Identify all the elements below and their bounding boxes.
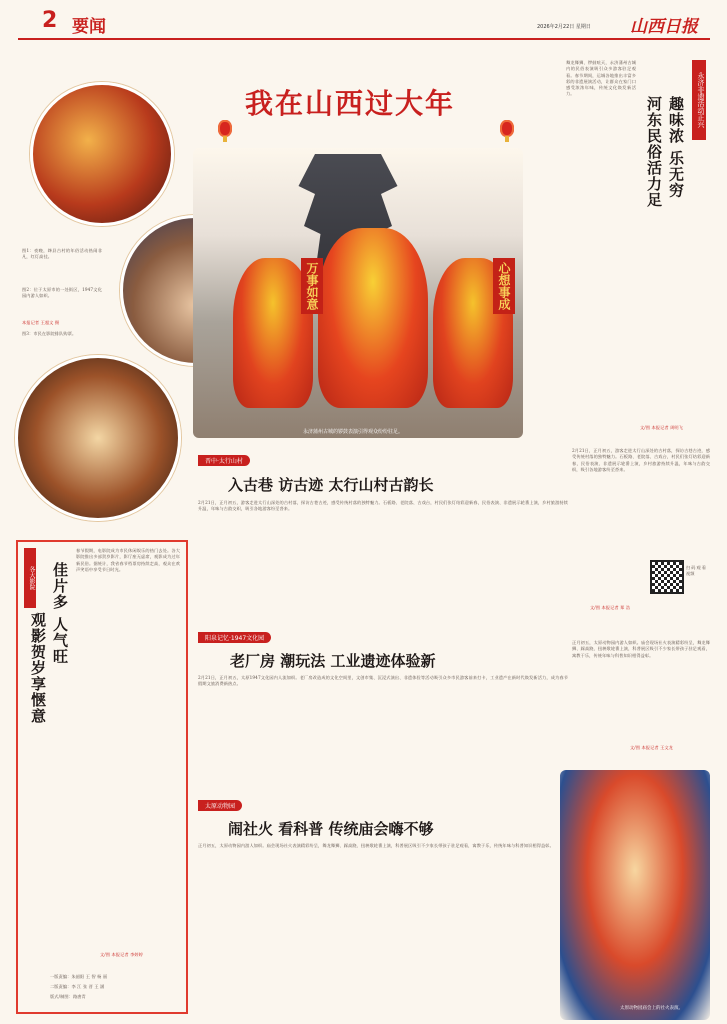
right-bottom-byline: 文/图 本报记者 王文龙 — [630, 745, 673, 750]
story1-body: 2月21日，正月初五，游客走进太行山深处的古村落，探访古巷古迹，感受传统村落的独特魅力。石板路、老院落、古戏台，村民们张灯结彩迎新春，民俗表演、非遗展示轮番上演，乡村旅游持续升温，年味与古韵交织，吸引各地游客纷至沓来。 — [198, 500, 568, 512]
story3-kicker: 太原动物园 — [198, 800, 242, 811]
caption-1: 图1：夜晚，绛县古村的年俗活动热闹非凡，红灯高挂。 — [22, 248, 102, 260]
caption-credit: 本报记者 王超文 摄 — [22, 320, 60, 325]
editor-line-1: 一版责编：朱韶阳 王 智 杨 丽 — [50, 974, 108, 979]
page-number: 2 — [42, 8, 58, 33]
bottom-photo-caption: 太原动物园庙会上的社火表演。 — [620, 1006, 683, 1011]
photo-cinema — [15, 355, 181, 521]
side-story-body: 春节假期，电影院成为市民休闲娱乐的热门去处。各大影院推出多部贺岁影片，影厅座无虚席，观影成为过年新民俗。据统计，我省春节档票房持续走高，观众在欢声笑语中享受节日时光。 — [76, 548, 180, 572]
mid-right-body: 2月21日，正月初五，游客走进太行山深处的古村落，探访古巷古迹，感受传统村落的独特魅力。石板路、老院落、古戏台，村民们张灯结彩迎新春，民俗表演、非遗展示轮番上演，乡村旅游持续升温，年味与古韵交织，吸引各地游客纷至沓来。 — [572, 448, 710, 472]
qr-code-icon — [650, 560, 684, 594]
right-story-byline: 文/图 本报记者 周明飞 — [640, 425, 683, 430]
right-headline-2: 河东民俗活力足 — [645, 96, 663, 208]
right-kicker — [692, 60, 706, 140]
section-title: 要闻 — [72, 17, 106, 37]
header-rule — [18, 38, 710, 40]
story2-headline: 老厂房 潮玩法 工业遗迹体验新 — [230, 652, 436, 670]
editor-line-3: 版式/制图：路唐青 — [50, 994, 86, 999]
story2-body: 2月21日，正月初五，太原1947文化园内人流如织。老厂房改造成的文化空间里，文创市集、沉浸式演出、非遗体验等活动吸引众多市民游客前来打卡，工业遗产在新时代焕发新活力，成为春节假期文旅消费新热点。 — [198, 675, 568, 687]
story1-headline: 入古巷 访古迹 太行山村古韵长 — [228, 476, 434, 494]
side-story-byline: 文/图 本报记者 李婷婷 — [100, 952, 143, 957]
editor-line-2: 二版责编：李 江 张 晋 王 涵 — [50, 984, 105, 989]
side-headline-2: 观影贺岁享惬意 — [29, 612, 47, 724]
main-photo — [193, 148, 523, 438]
caption-3: 图3：市民在影院排队购票。 — [22, 331, 77, 336]
newspaper-logo: 山西日报 — [630, 17, 698, 37]
lion-dancer-center — [318, 228, 428, 408]
story1-kicker: 晋中·太行山村 — [198, 455, 250, 466]
story2-kicker: 阳泉记忆·1947文化园 — [198, 632, 271, 643]
right-bottom-body: 正月初五，太原动物园内游人如织。庙会现场社火表演精彩纷呈，舞龙舞狮、踩高跷、扭秧歌轮番上演，科普展区吸引不少家长带孩子驻足观看，寓教于乐，传统年味与科普知识相得益彰。 — [572, 640, 710, 658]
banner-left-text: 万事如意 — [301, 258, 323, 314]
banner-title: 我在山西过大年 — [245, 87, 456, 120]
main-photo-caption: 永济蒲州古城的锣鼓表演引得观众纷纷驻足。 — [303, 429, 404, 435]
side-kicker-label: 各大影院 — [28, 566, 35, 590]
story3-body: 正月初五，太原动物园内游人如织。庙会现场社火表演精彩纷呈，舞龙舞狮、踩高跷、扭秧歌轮番上演，科普展区吸引不少家长带孩子驻足观看，寓教于乐，传统年味与科普知识相得益彰。 — [198, 843, 554, 848]
qr-caption: 扫码观看视频 — [686, 565, 706, 577]
lantern-icon — [218, 120, 232, 137]
right-story-body: 舞龙舞狮、锣鼓喧天，永济蒲州古城内的民俗表演吸引众多游客驻足观看。春节期间，运城各地推出丰富多彩的非遗展演活动，让群众在家门口感受浓浓年味，传统文化焕发新活力。 — [566, 60, 636, 97]
right-kicker-label: 永济非遗活动正兴 — [697, 72, 705, 128]
lantern-icon — [500, 120, 514, 137]
performer-photo — [560, 770, 710, 1020]
side-kicker — [24, 548, 36, 608]
photo-night-village — [30, 82, 174, 226]
story3-headline: 闹社火 看科普 传统庙会嗨不够 — [228, 820, 434, 838]
caption-2: 图2：位于太原市的一处街区，1947文化园内游人如织。 — [22, 287, 102, 299]
side-headline-1: 佳片多 人气旺 — [51, 562, 69, 665]
story1-byline: 文/图 本报记者 郑 浩 — [590, 605, 631, 610]
right-headline-1: 趣味浓 乐无穷 — [667, 96, 685, 199]
issue-date: 2026年2月22日 星期日 — [537, 24, 591, 30]
banner-right-text: 心想事成 — [493, 258, 515, 314]
